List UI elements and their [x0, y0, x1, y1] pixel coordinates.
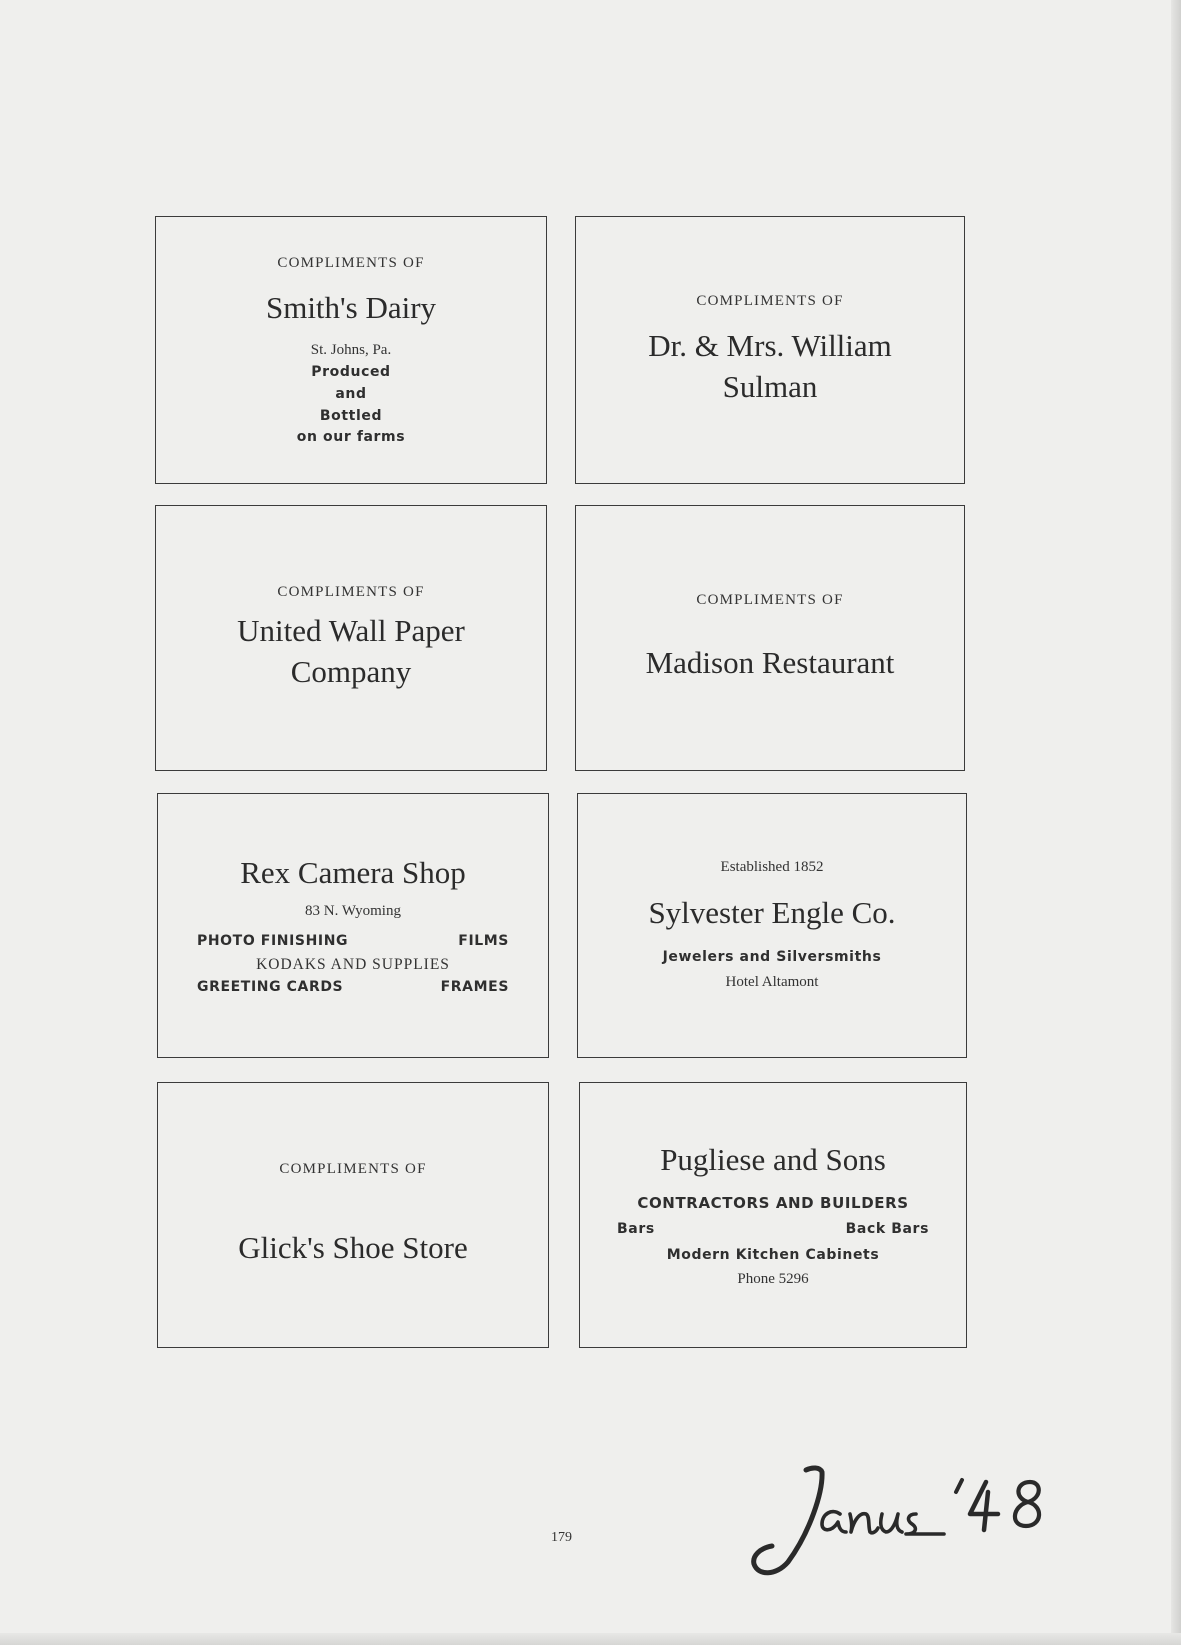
- ad-pugliese-and-sons: [579, 1082, 967, 1348]
- ad-smiths-dairy: [155, 216, 547, 484]
- page-edge-shadow: [1171, 0, 1181, 1645]
- service-frames: FRAMES: [440, 978, 509, 995]
- business-name: Madison Restaurant: [645, 645, 895, 681]
- business-name: Sylvester Engle Co.: [648, 894, 896, 930]
- ad-glicks-shoe-store: [157, 1082, 549, 1348]
- ad-united-wall-paper: [155, 505, 547, 771]
- janus-48-signature: [748, 1462, 1078, 1582]
- page-number: 179: [551, 1530, 572, 1545]
- business-name-line-1: United Wall Paper: [237, 613, 465, 649]
- business-name: Pugliese and Sons: [660, 1141, 886, 1177]
- product-bars: Bars: [617, 1221, 655, 1238]
- services-row-3: [197, 977, 509, 999]
- compliments-label: COMPLIMENTS OF: [279, 1161, 427, 1178]
- business-name-line-1: Dr. & Mrs. William: [648, 328, 892, 364]
- service-kodaks: KODAKS AND SUPPLIES: [256, 955, 450, 973]
- ad-madison-restaurant: [575, 505, 965, 771]
- compliments-label: COMPLIMENTS OF: [696, 293, 844, 310]
- ad-rex-camera-shop: [157, 793, 549, 1058]
- compliments-label: COMPLIMENTS OF: [277, 255, 425, 272]
- business-name: Rex Camera Shop: [240, 854, 466, 890]
- business-phone: Phone 5296: [737, 1270, 809, 1287]
- business-tagline: Jewelers and Silversmiths: [662, 948, 882, 965]
- business-location: St. Johns, Pa.: [310, 342, 392, 359]
- products-row: [617, 1219, 929, 1241]
- business-name: Smith's Dairy: [265, 290, 437, 326]
- page-bottom-shadow: [0, 1633, 1181, 1645]
- services-row-1: [197, 931, 509, 953]
- product-cabinets: Modern Kitchen Cabinets: [666, 1246, 880, 1263]
- business-name-line-2: Company: [290, 653, 412, 689]
- business-name-line-2: Sulman: [722, 368, 818, 404]
- established-label: Established 1852: [720, 858, 824, 875]
- service-photo-finishing: PHOTO FINISHING: [197, 932, 349, 949]
- compliments-label: COMPLIMENTS OF: [277, 584, 425, 601]
- service-greeting-cards: GREETING CARDS: [197, 978, 344, 995]
- service-films: FILMS: [458, 932, 509, 949]
- compliments-label: COMPLIMENTS OF: [696, 592, 844, 609]
- tagline-line-3: Bottled: [319, 407, 383, 424]
- business-location: Hotel Altamont: [725, 974, 819, 991]
- ad-sulman: [575, 216, 965, 484]
- business-name: Glick's Shoe Store: [238, 1230, 468, 1266]
- tagline-line-1: Produced: [311, 364, 391, 381]
- product-back-bars: Back Bars: [845, 1221, 929, 1238]
- tagline-line-2: and: [335, 385, 367, 402]
- business-tagline: CONTRACTORS AND BUILDERS: [637, 1193, 909, 1212]
- tagline-line-4: on our farms: [296, 429, 406, 446]
- business-address: 83 N. Wyoming: [305, 903, 401, 920]
- ad-sylvester-engle: [577, 793, 967, 1058]
